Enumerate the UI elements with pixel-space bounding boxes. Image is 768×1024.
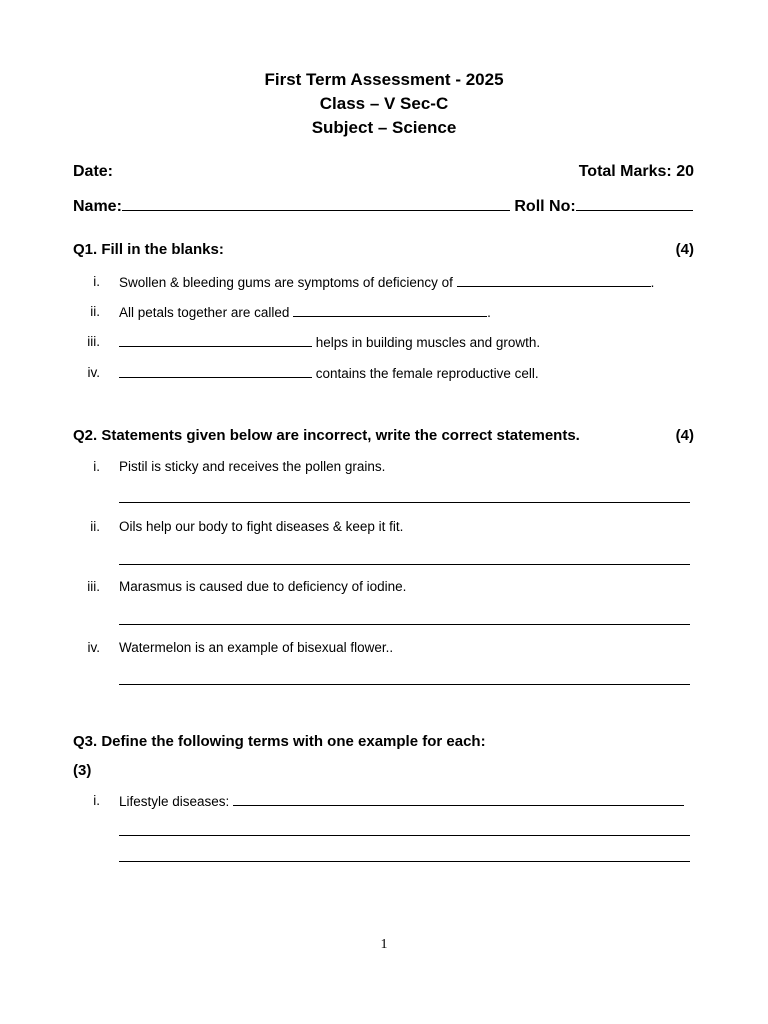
document-title: First Term Assessment - 2025 (264, 70, 504, 89)
roll-blank (576, 198, 693, 211)
q2-marks: (4) (675, 427, 694, 444)
q1-marks: (4) (675, 241, 694, 258)
answer-blank (457, 274, 651, 287)
total-marks: Total Marks: 20 (578, 163, 694, 180)
roll-label: Roll No: (514, 198, 576, 215)
q3-marks: (3) (73, 762, 92, 779)
answer-blank (119, 365, 312, 378)
q1-item: contains the female reproductive cell. (119, 365, 539, 381)
answer-blank (119, 334, 312, 347)
answer-line (119, 502, 690, 503)
q1-item-num: iv. (87, 365, 100, 380)
q1-item-num: i. (93, 274, 100, 289)
q2-statement: Oils help our body to fight diseases & keep it fit. (119, 519, 404, 534)
q1-item: helps in building muscles and growth. (119, 334, 540, 350)
q3-item-num: i. (93, 793, 100, 808)
q2-item-num: i. (93, 459, 100, 474)
answer-blank (233, 793, 684, 806)
name-field (73, 198, 693, 216)
q1-item: All petals together are called . (119, 305, 491, 320)
name-blank (122, 198, 510, 211)
q1-item-num: iii. (87, 334, 100, 349)
name-label: Name: (73, 198, 122, 215)
answer-line (119, 624, 690, 625)
q2-item-num: iii. (87, 579, 100, 594)
page-number: 1 (380, 937, 388, 952)
answer-line (119, 861, 690, 862)
answer-line (119, 564, 690, 565)
subject: Subject – Science (311, 118, 457, 137)
q1-item-num: ii. (90, 304, 100, 319)
class-section: Class – V Sec-C (319, 94, 449, 113)
answer-blank (293, 304, 487, 317)
answer-line (119, 835, 690, 836)
q2-statement: Pistil is sticky and receives the pollen grains. (119, 459, 386, 474)
q2-item-num: iv. (87, 640, 100, 655)
date-label: Date: (73, 163, 114, 180)
answer-line (119, 684, 690, 685)
q2-statement: Marasmus is caused due to deficiency of iodine. (119, 579, 407, 594)
q3-term: Lifestyle diseases: (119, 793, 684, 809)
q2-title: Q2. Statements given below are incorrect, write the correct statements. (73, 427, 580, 444)
q1-title: Q1. Fill in the blanks: (73, 241, 224, 258)
q2-statement: Watermelon is an example of bisexual flower.. (119, 640, 394, 655)
q2-item-num: ii. (90, 519, 100, 534)
q1-item: Swollen & bleeding gums are symptoms of deficiency of . (119, 275, 655, 290)
q3-title: Q3. Define the following terms with one example for each: (73, 733, 486, 750)
